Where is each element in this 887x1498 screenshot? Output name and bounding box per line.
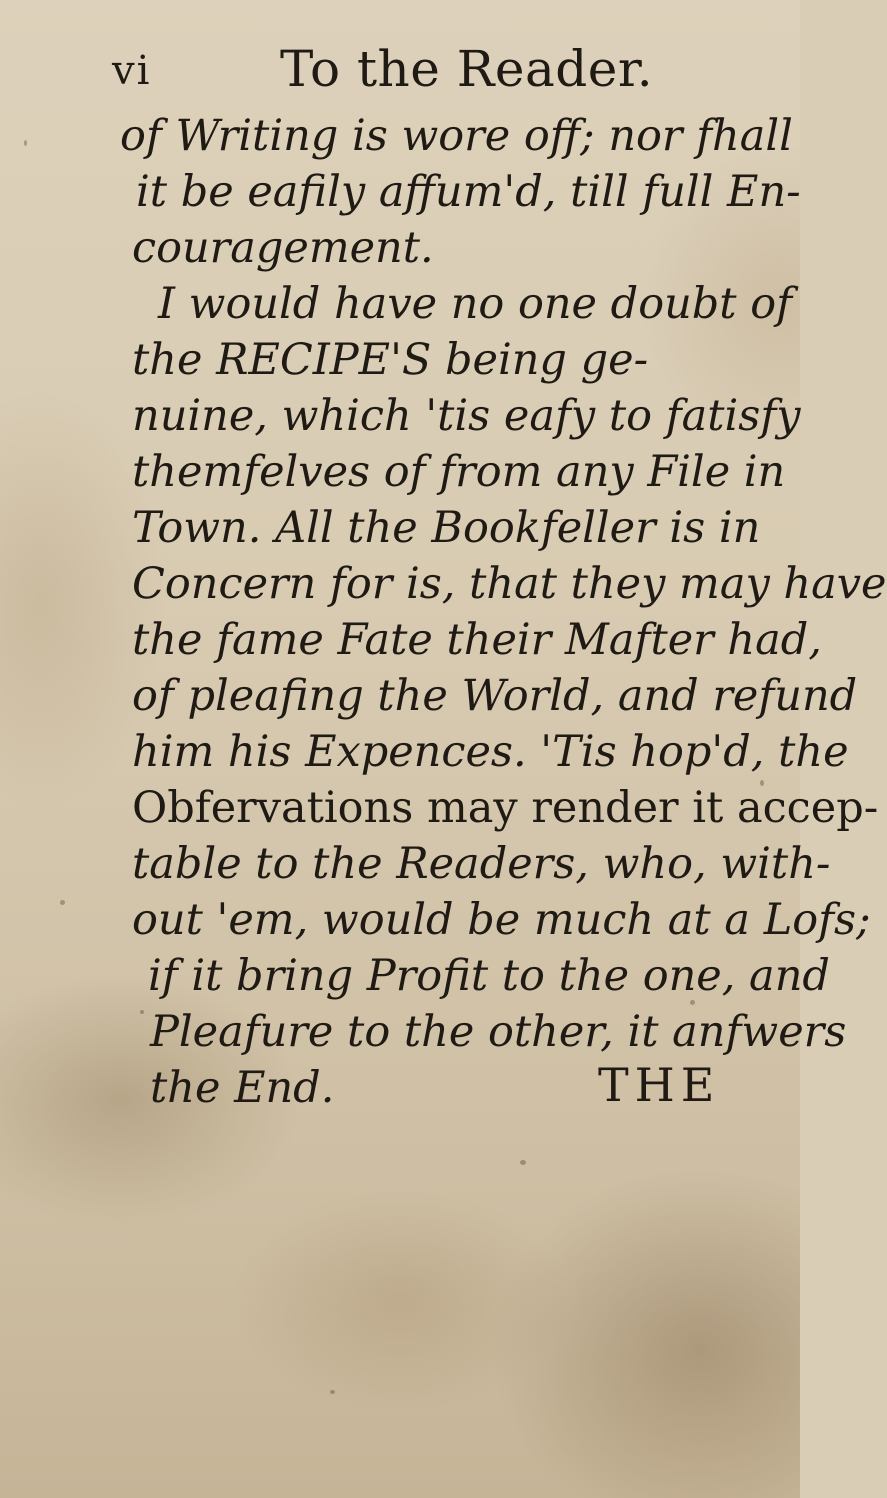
page-header	[108, 40, 708, 104]
text-line: Concern for is, that they may have	[132, 559, 887, 609]
text-line: themfelves of from any File in	[132, 447, 786, 497]
text-line: I would have no one doubt of	[158, 279, 793, 329]
catchword: THE	[598, 1058, 721, 1112]
body-text	[120, 108, 887, 1116]
text-line: the End.	[150, 1063, 335, 1113]
text-line: out 'em, would be much at a Lofs;	[132, 895, 871, 945]
text-line: it be eafily affum'd, till full En-	[136, 167, 801, 217]
text-line: him his Expences. 'Tis hop'd, the	[132, 727, 849, 777]
text-line: of pleafing the World, and refund	[132, 671, 858, 721]
text-line: couragement.	[132, 223, 434, 273]
paper-speck	[24, 140, 27, 146]
page-number: vi	[112, 48, 152, 94]
text-line: nuine, which 'tis eafy to fatisfy	[132, 391, 801, 441]
paper-speck	[330, 1390, 335, 1394]
running-head: To the Reader.	[280, 40, 654, 98]
text-line: Town. All the Bookfeller is in	[132, 503, 761, 553]
text-line: table to the Readers, who, with-	[132, 839, 831, 889]
text-line: if it bring Profit to the one, and	[148, 951, 830, 1001]
paper-speck	[60, 900, 65, 905]
text-line: of Writing is wore off; nor fhall	[120, 111, 793, 161]
text-line: Pleafure to the other, it anfwers	[150, 1007, 847, 1057]
text-line: the RECIPE'S being ge-	[132, 335, 649, 385]
text-line: the fame Fate their Mafter had,	[132, 615, 822, 665]
text-line: Obfervations may render it accep-	[132, 783, 879, 833]
paper-speck	[520, 1160, 526, 1165]
